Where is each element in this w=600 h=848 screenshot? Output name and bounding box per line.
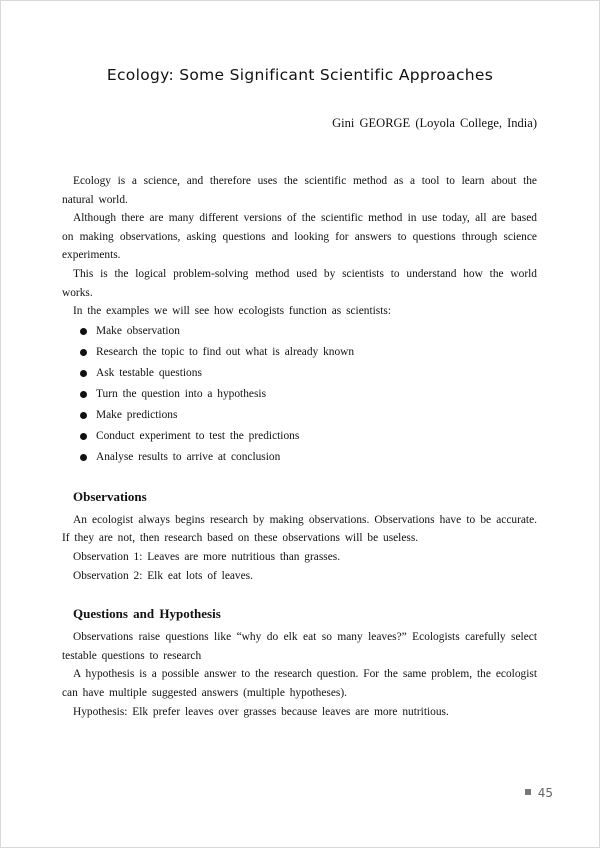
list-item [80,363,537,384]
intro-paragraph-3: This is the logical problem-solving method used by scientists to understand how the world works. [62,267,537,299]
list-item-text: Analyse results to arrive at conclusion [96,450,281,463]
bullet-icon [80,370,87,377]
author-line: Gini GEORGE (Loyola College, India) [332,116,537,130]
square-icon [525,789,531,795]
observation-2: Observation 2: Elk eat lots of leaves. [73,569,253,582]
list-item [80,426,537,447]
observations-paragraph-1: An ecologist always begins research by making observations. Observations have to be accurate. If they are not, then research based on these observations will be useless. [62,513,537,545]
questions-paragraph-1: Observations raise questions like “why do elk eat so many leaves?” Ecologists carefully select testable questions to research [62,631,537,662]
observation-1: Observation 1: Leaves are more nutritious than grasses. [73,550,341,563]
bullet-icon [80,328,87,335]
questions-heading: Questions and Hypothesis [73,606,221,622]
list-item-text: Turn the question into a hypothesis [96,387,266,400]
bullet-icon [80,391,87,398]
list-item-text: Make predictions [96,408,178,421]
scientific-method-steps [80,321,537,468]
hypothesis-statement: Hypothesis: Elk prefer leaves over grasses because leaves are more nutritious. [73,705,449,718]
intro-paragraph-2: Although there are many different versions of the scientific method in use today, all are based on making observations, asking questions and looking for answers to questions through science experiments. [62,212,537,262]
observations-heading: Observations [73,488,147,504]
intro-paragraph-4: In the examples we will see how ecologists function as scientists: [73,305,391,318]
page-number [525,786,553,800]
bullet-icon [80,454,87,461]
list-item-text: Research the topic to find out what is already known [96,345,355,358]
list-item [80,447,537,468]
bullet-icon [80,349,87,356]
list-item-text: Make observation [96,324,180,337]
page-number-text: 45 [537,786,553,800]
list-item [80,384,537,405]
list-item-text: Ask testable questions [96,366,202,379]
bullet-icon [80,433,87,440]
list-item [80,405,537,426]
list-item [80,342,537,363]
list-item-text: Conduct experiment to test the predictions [96,429,300,442]
questions-paragraph-2: A hypothesis is a possible answer to the research question. For the same problem, the ecologist can have multiple suggested answers (multiple hypotheses). [62,668,537,699]
bullet-icon [80,412,87,419]
page-title: Ecology: Some Significant Scientific Approaches [106,66,494,84]
list-item [80,321,537,342]
intro-paragraph-1: Ecology is a science, and therefore uses the scientific method as a tool to learn about the natural world. [62,175,537,206]
article-body [62,172,537,721]
